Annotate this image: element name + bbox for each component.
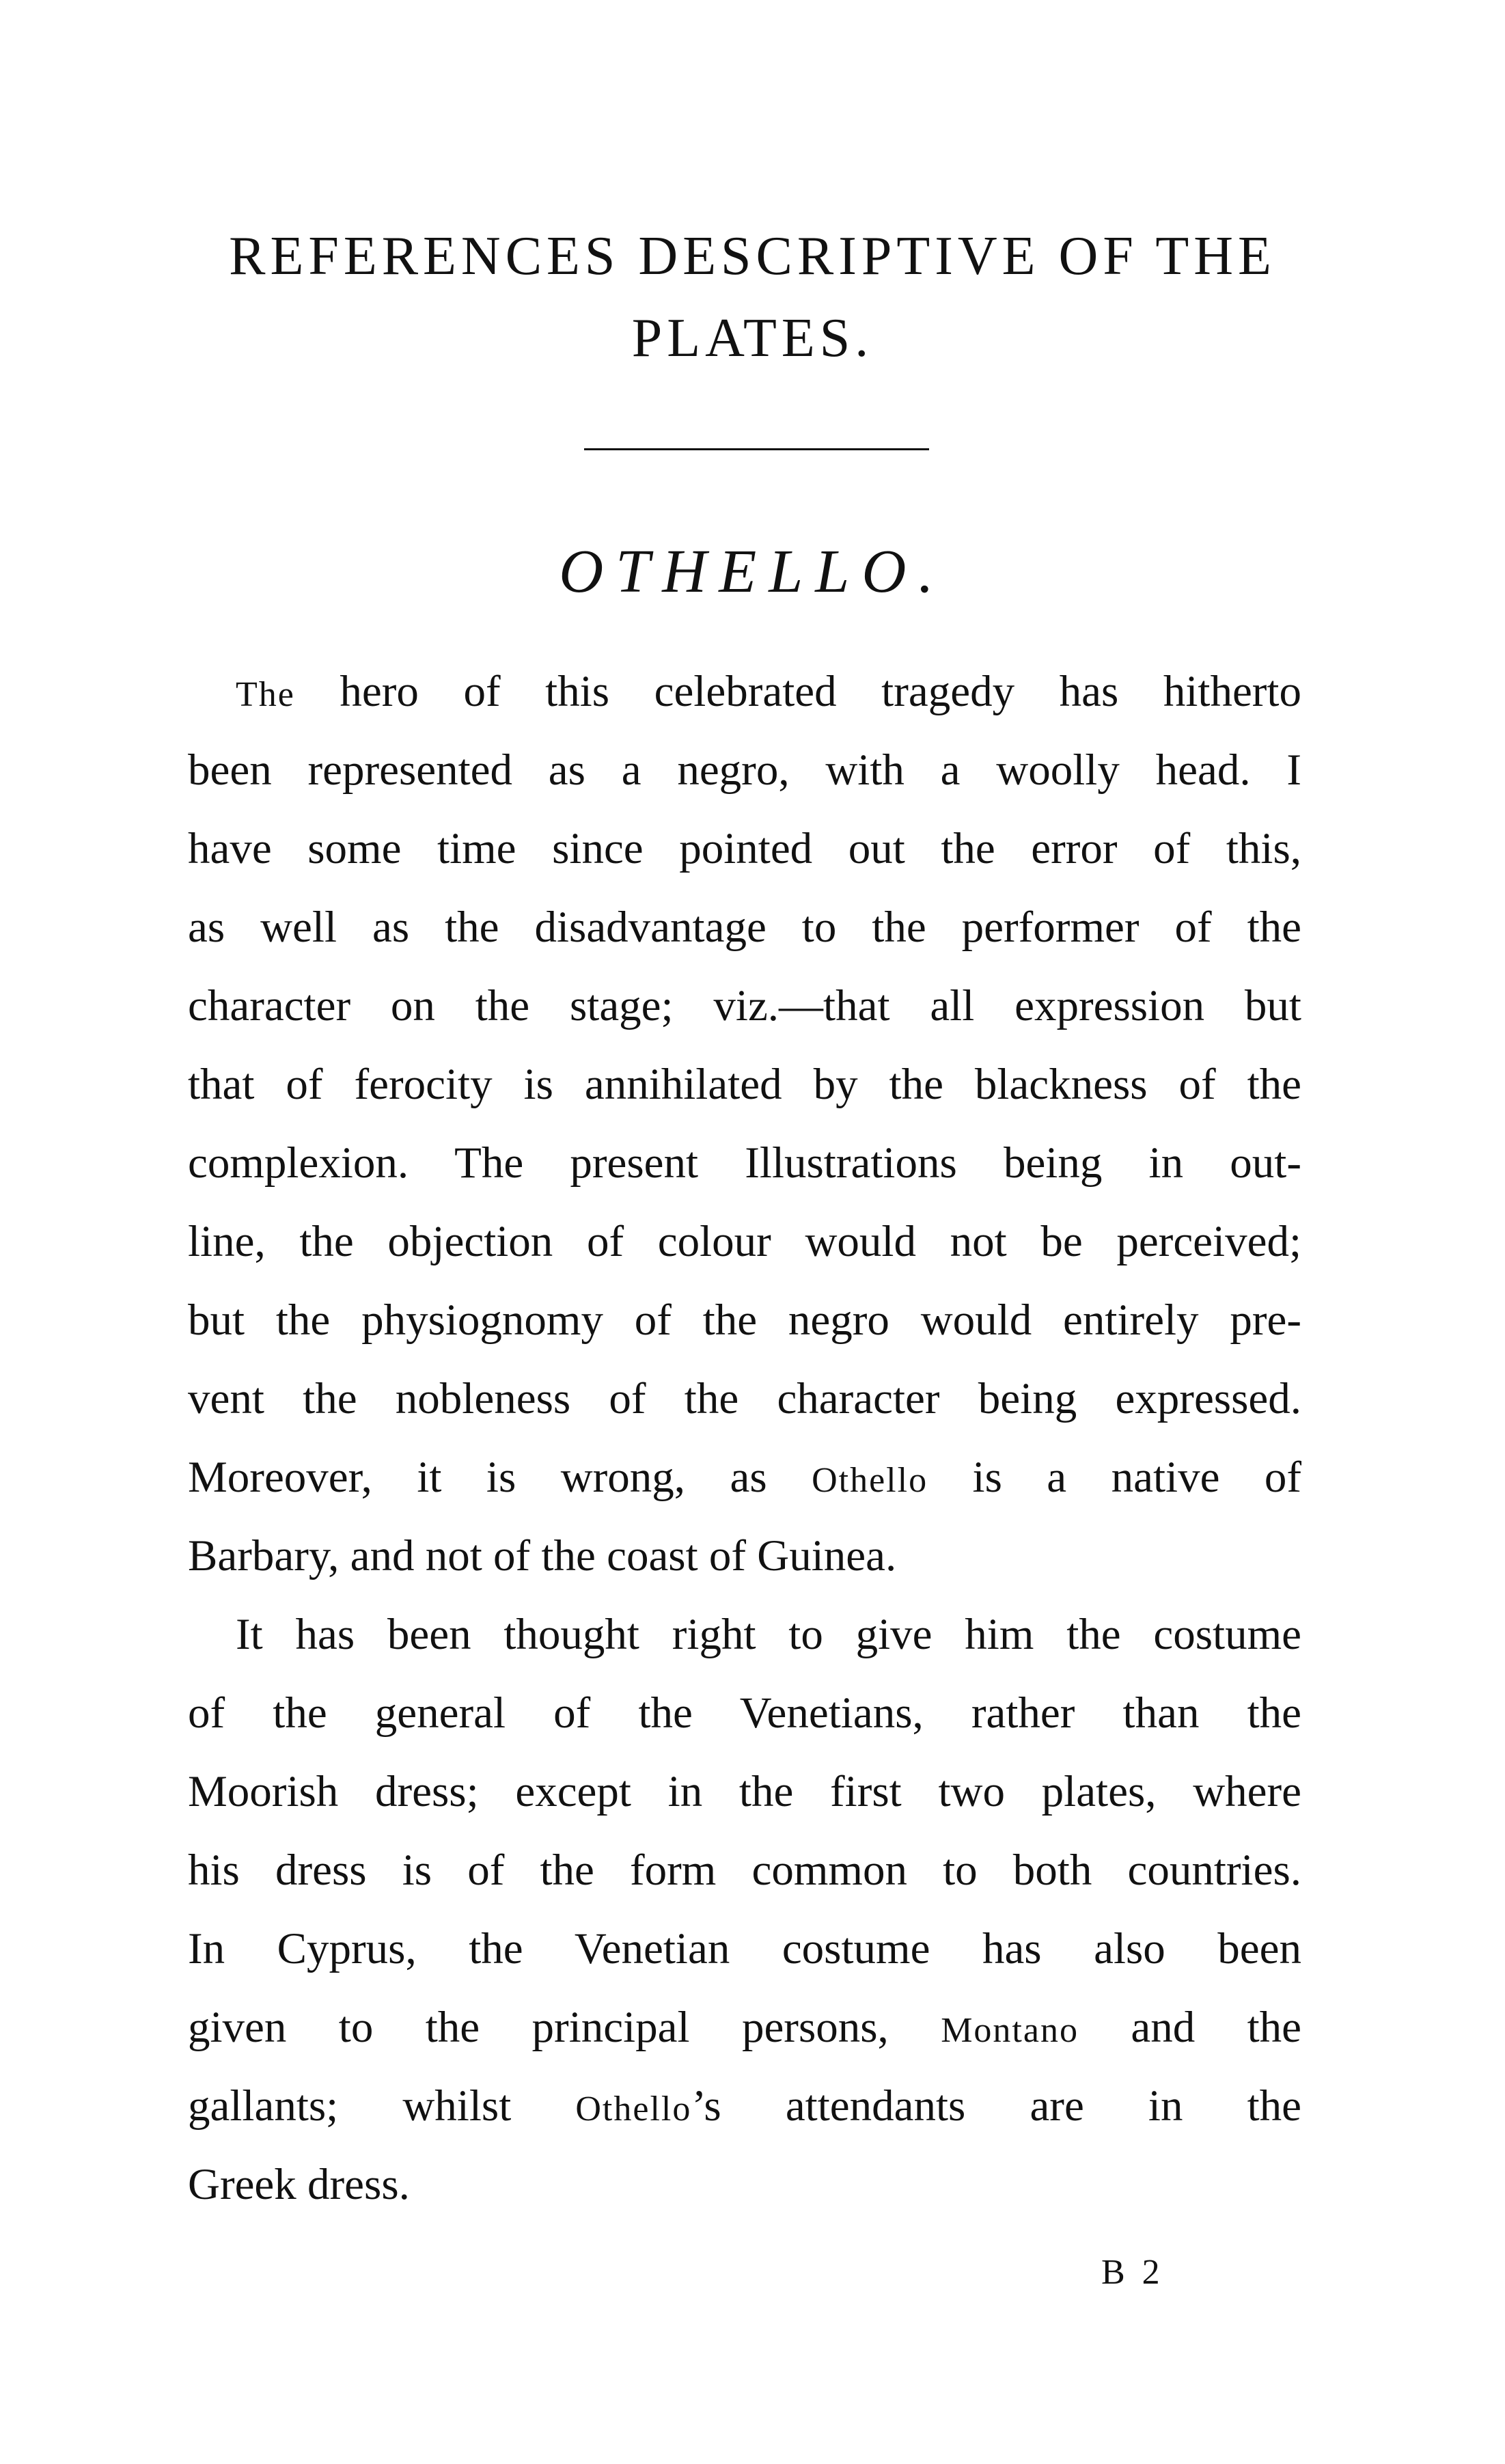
text-line (188, 1045, 1301, 1124)
text-segment: but the physiognomy of the negro would entirely pre- (188, 1296, 1301, 1345)
text-segment: Moreover, it is wrong, as (188, 1453, 812, 1502)
text-segment: hero of this celebrated tragedy has hitherto (294, 667, 1301, 716)
title-divider-rule (584, 448, 929, 450)
text-line (188, 2067, 1301, 2146)
text-line (188, 1203, 1301, 1281)
text-line (188, 1281, 1301, 1360)
text-segment: Barbary, and not of the coast of Guinea. (188, 1531, 897, 1580)
small-caps-name: Othello (575, 2090, 692, 2128)
text-segment: vent the nobleness of the character being expressed. (188, 1374, 1301, 1423)
text-line (188, 888, 1301, 967)
page-heading-line-1: REFERENCES DESCRIPTIVE OF THE (229, 226, 1276, 286)
text-line (188, 967, 1301, 1045)
small-caps-name: Montano (941, 2011, 1079, 2050)
text-segment: It has been thought right to give him the costume (236, 1610, 1301, 1659)
text-line (188, 653, 1301, 731)
paragraph-2 (188, 1596, 1301, 2224)
page-heading-line-2: PLATES. (631, 308, 874, 368)
text-segment: and the (1078, 2003, 1301, 2052)
text-line (188, 1910, 1301, 1988)
text-line (188, 2146, 1301, 2224)
text-line (188, 1988, 1301, 2067)
text-segment: is a native of (928, 1453, 1302, 1502)
text-line (188, 1674, 1301, 1753)
text-segment: line, the objection of colour would not be perceived; (188, 1217, 1301, 1266)
text-segment: complexion. The present Illustrations being in out- (188, 1138, 1301, 1188)
text-segment: gallants; whilst (188, 2081, 576, 2131)
text-segment: character on the stage; viz.—that all expression but (188, 981, 1301, 1030)
signature-mark: B 2 (1101, 2253, 1164, 2292)
text-segment: as well as the disadvantage to the performer of the (188, 903, 1301, 952)
text-segment: that of ferocity is annihilated by the blackness of the (188, 1060, 1301, 1109)
text-line (188, 1517, 1301, 1596)
text-segment: have some time since pointed out the error of this, (188, 824, 1301, 873)
text-segment: In Cyprus, the Venetian costume has also been (188, 1924, 1301, 1973)
text-line (188, 1124, 1301, 1203)
text-line (188, 1438, 1301, 1517)
text-segment: Moorish dress; except in the first two plates, where (188, 1767, 1301, 1816)
small-caps-name: Othello (812, 1461, 928, 1500)
text-line (188, 1753, 1301, 1831)
text-line (188, 1596, 1301, 1674)
text-segment: Greek dress. (188, 2160, 410, 2209)
text-line (188, 1360, 1301, 1438)
text-segment: of the general of the Venetians, rather than the (188, 1688, 1301, 1738)
paragraph-1 (188, 653, 1301, 1596)
section-title: OTHELLO. (559, 538, 946, 605)
small-caps-word: The (236, 675, 295, 714)
body-text (188, 653, 1301, 2224)
text-line (188, 731, 1301, 810)
text-line (188, 1831, 1301, 1910)
text-segment: ’s attendants are in the (691, 2081, 1301, 2131)
text-segment: given to the principal persons, (188, 2003, 941, 2052)
text-segment: been represented as a negro, with a woolly head. I (188, 745, 1301, 795)
text-line (188, 810, 1301, 888)
text-segment: his dress is of the form common to both countries. (188, 1846, 1301, 1895)
